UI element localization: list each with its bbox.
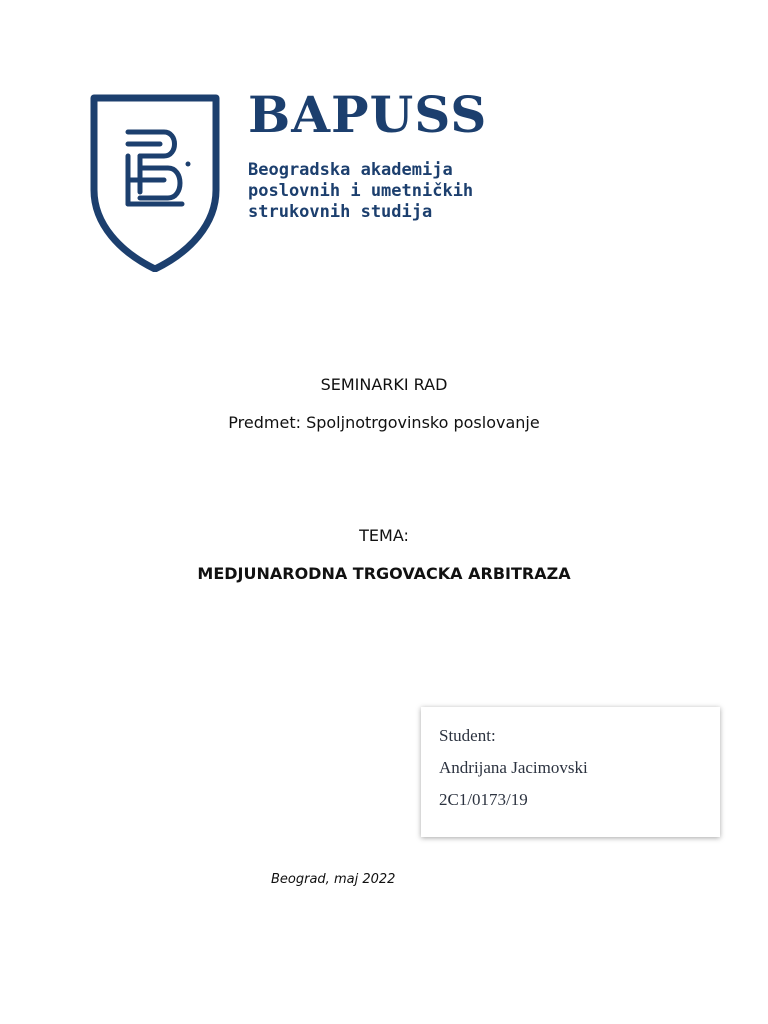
document-type: SEMINARKI RAD: [320, 375, 448, 394]
student-label: Student:: [439, 726, 496, 745]
logo-subtitle-line: poslovnih i umetničkih: [248, 181, 474, 201]
student-info-box: [421, 707, 720, 837]
shield-emblem-icon: [90, 94, 220, 272]
logo-subtitle-line: strukovnih studija: [248, 202, 433, 222]
document-subject: Predmet: Spoljnotrgovinsko poslovanje: [228, 413, 540, 432]
institution-logo: [90, 85, 510, 274]
student-index: 2C1/0173/19: [439, 790, 528, 809]
logo-title: BAPUSS: [248, 85, 488, 144]
topic-label: TEMA:: [359, 526, 409, 545]
student-name: Andrijana Jacimovski: [439, 758, 588, 777]
place-date: Beograd, maj 2022: [271, 872, 396, 887]
logo-subtitle: [248, 160, 473, 223]
logo-subtitle-line: Beogradska akademija: [248, 160, 453, 180]
topic-title: MEDJUNARODNA TRGOVACKA ARBITRAZA: [197, 564, 571, 583]
